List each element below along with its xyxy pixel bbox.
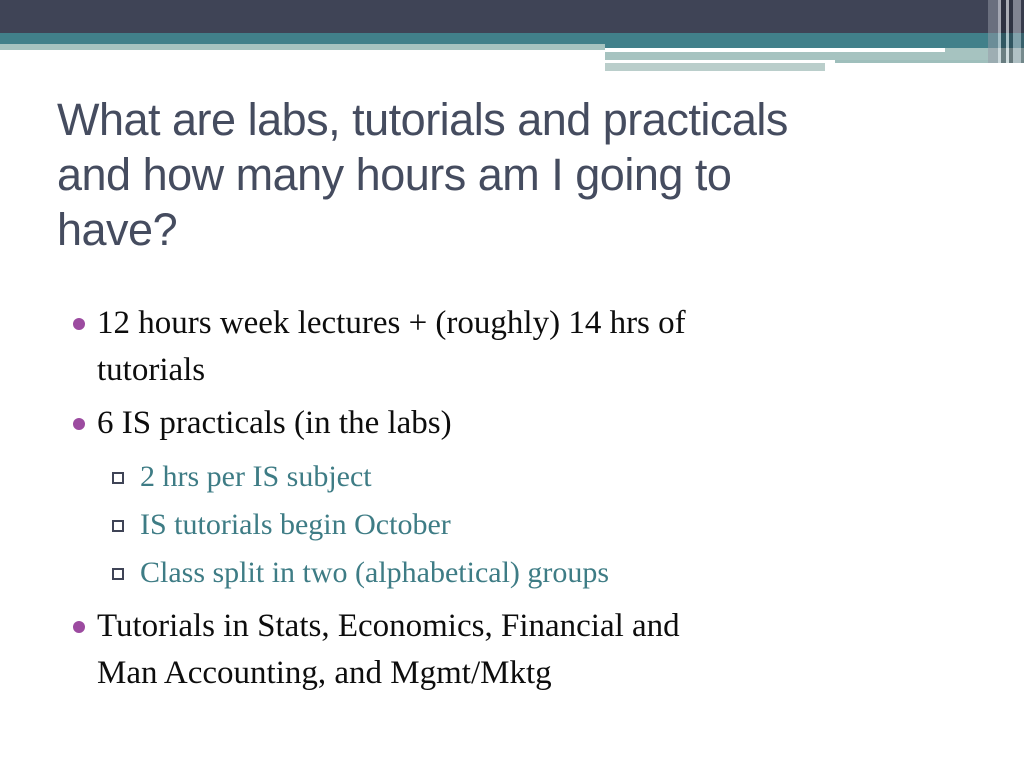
header-slate-bar bbox=[0, 0, 1024, 33]
slide-title-line: have? bbox=[57, 204, 178, 255]
sub-bullet-text bbox=[140, 549, 960, 597]
slide-title-line: and how many hours am I going to bbox=[57, 149, 732, 200]
bullet-text bbox=[97, 603, 960, 697]
bullet-dot-icon bbox=[73, 418, 85, 430]
header-sage-bar-left bbox=[0, 44, 605, 50]
vertical-stripe bbox=[1013, 0, 1021, 63]
bullet-dot-icon bbox=[73, 318, 85, 330]
corner-vertical-stripes bbox=[988, 0, 1024, 63]
sub-bullet-item bbox=[60, 549, 960, 597]
sub-bullet-item bbox=[60, 453, 960, 501]
vertical-stripe bbox=[988, 0, 998, 63]
header-white-stripe-1 bbox=[605, 48, 945, 52]
header-sage-light-bar bbox=[605, 63, 825, 71]
bullet-text-line: 2 hrs per IS subject bbox=[140, 460, 372, 493]
square-bullet-icon bbox=[112, 568, 124, 580]
header-teal-bar bbox=[0, 33, 1024, 44]
square-bullet-icon bbox=[112, 472, 124, 484]
bullet-text-line: tutorials bbox=[97, 352, 206, 388]
square-bullet-icon bbox=[112, 520, 124, 532]
sub-bullet-text bbox=[140, 453, 960, 501]
sub-bullet-text bbox=[140, 501, 960, 549]
bullet-list bbox=[60, 300, 960, 703]
bullet-text bbox=[97, 400, 960, 447]
bullet-dot-icon bbox=[73, 621, 85, 633]
bullet-item bbox=[60, 300, 960, 394]
slide-title-line: What are labs, tutorials and practicals bbox=[57, 94, 788, 145]
bullet-text-line: Man Accounting, and Mgmt/Mktg bbox=[97, 655, 552, 691]
bullet-item bbox=[60, 400, 960, 447]
bullet-text-line: 6 IS practicals (in the labs) bbox=[97, 405, 452, 441]
sub-bullet-item bbox=[60, 501, 960, 549]
bullet-text-line: Class split in two (alphabetical) groups bbox=[140, 556, 610, 589]
bullet-item bbox=[60, 603, 960, 697]
bullet-text-line: IS tutorials begin October bbox=[140, 508, 451, 541]
slide-title bbox=[57, 92, 977, 257]
bullet-text-line: 12 hours week lectures + (roughly) 14 hrs of bbox=[97, 305, 686, 341]
bullet-text bbox=[97, 300, 960, 394]
bullet-text-line: Tutorials in Stats, Economics, Financial and bbox=[97, 608, 680, 644]
